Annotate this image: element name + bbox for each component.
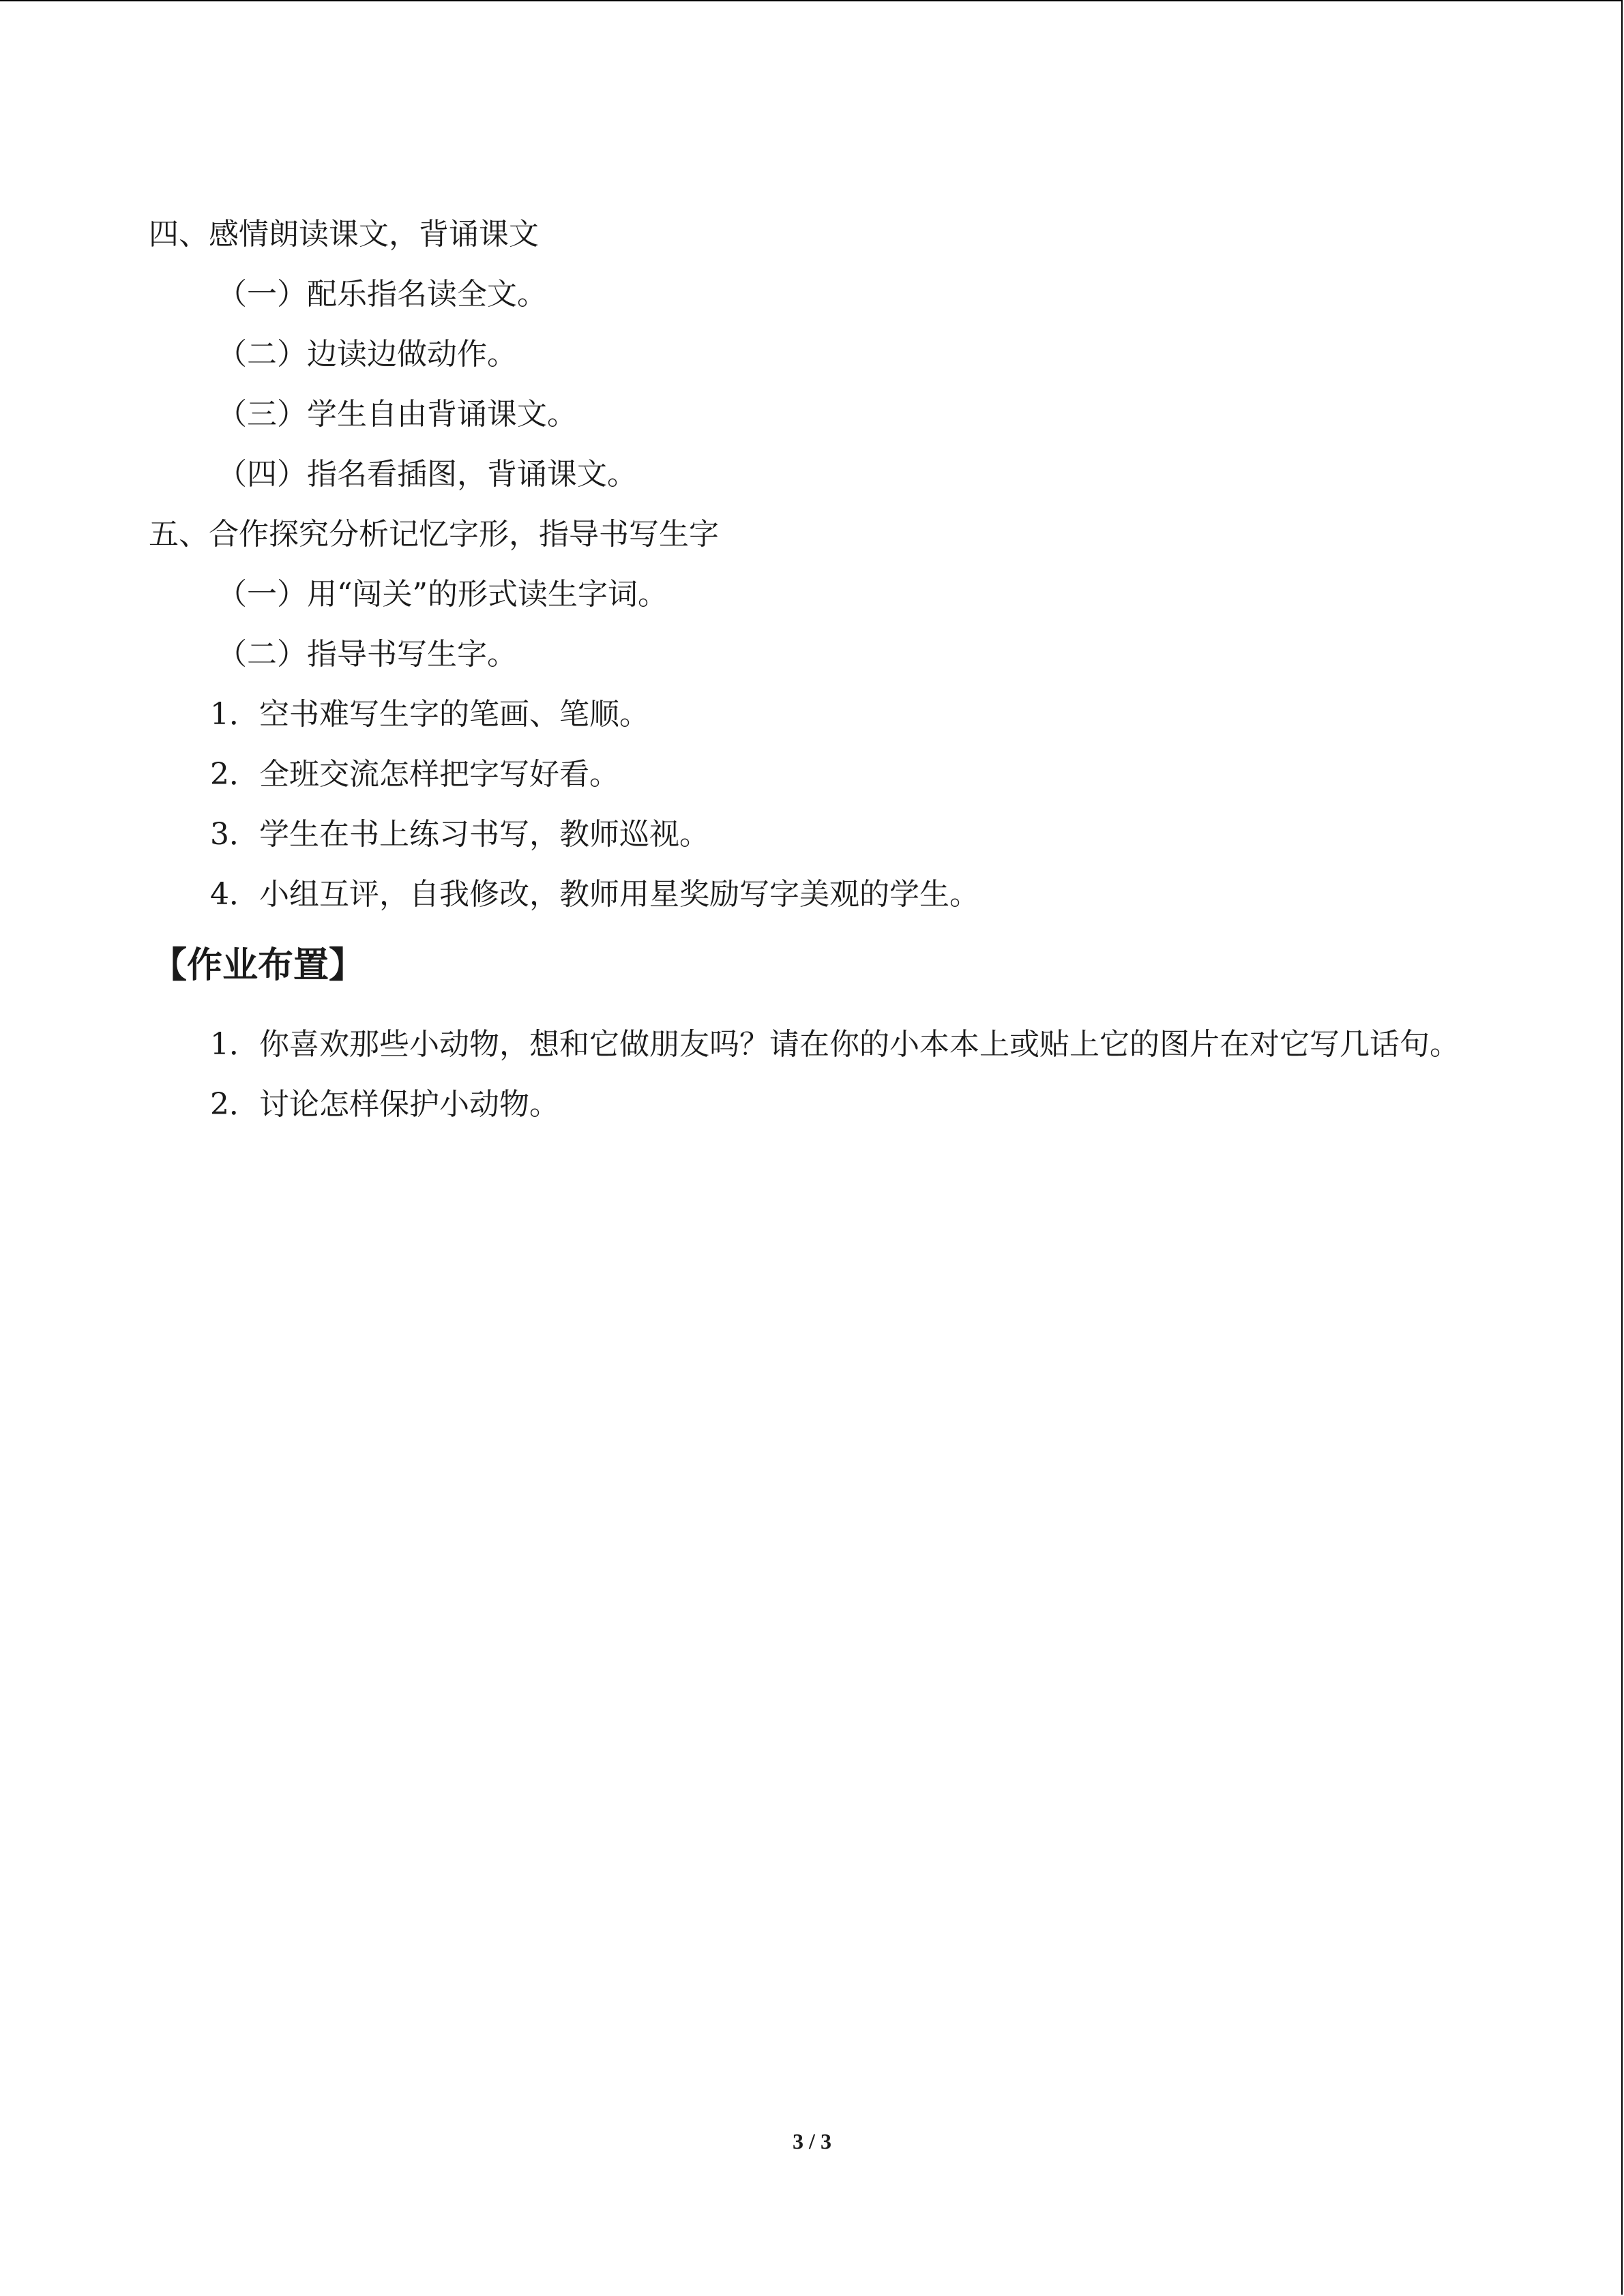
section-heading-5: 五、合作探究分析记忆字形，指导书写生字 (149, 517, 719, 552)
homework-item: 1．你喜欢那些小动物，想和它做朋友吗？请在你的小本本上或贴上它的图片在对它写几话句。 (210, 1027, 1460, 1062)
document-body (149, 205, 1486, 1135)
list-item: （一）配乐指名读全文。 (217, 277, 547, 312)
list-item: （四）指名看插图，背诵课文。 (217, 457, 637, 492)
list-item: （一）用“闯关”的形式读生字词。 (217, 577, 668, 612)
page-number: 3 / 3 (793, 2129, 831, 2153)
list-item: （二）指导书写生字。 (217, 637, 517, 672)
list-item: （三）学生自由背诵课文。 (217, 397, 577, 432)
homework-heading: 【作业布置】 (151, 945, 365, 986)
step-item: 3．学生在书上练习书写，教师巡视。 (210, 817, 709, 852)
section-heading-4: 四、感情朗读课文，背诵课文 (149, 217, 539, 252)
homework-item: 2．讨论怎样保护小动物。 (210, 1087, 559, 1122)
list-item: （二）边读边做动作。 (217, 337, 517, 372)
step-item: 4．小组互评，自我修改，教师用星奖励写字美观的学生。 (210, 877, 979, 912)
step-item: 1．空书难写生字的笔画、笔顺。 (210, 697, 649, 732)
step-item: 2．全班交流怎样把字写好看。 (210, 757, 619, 792)
